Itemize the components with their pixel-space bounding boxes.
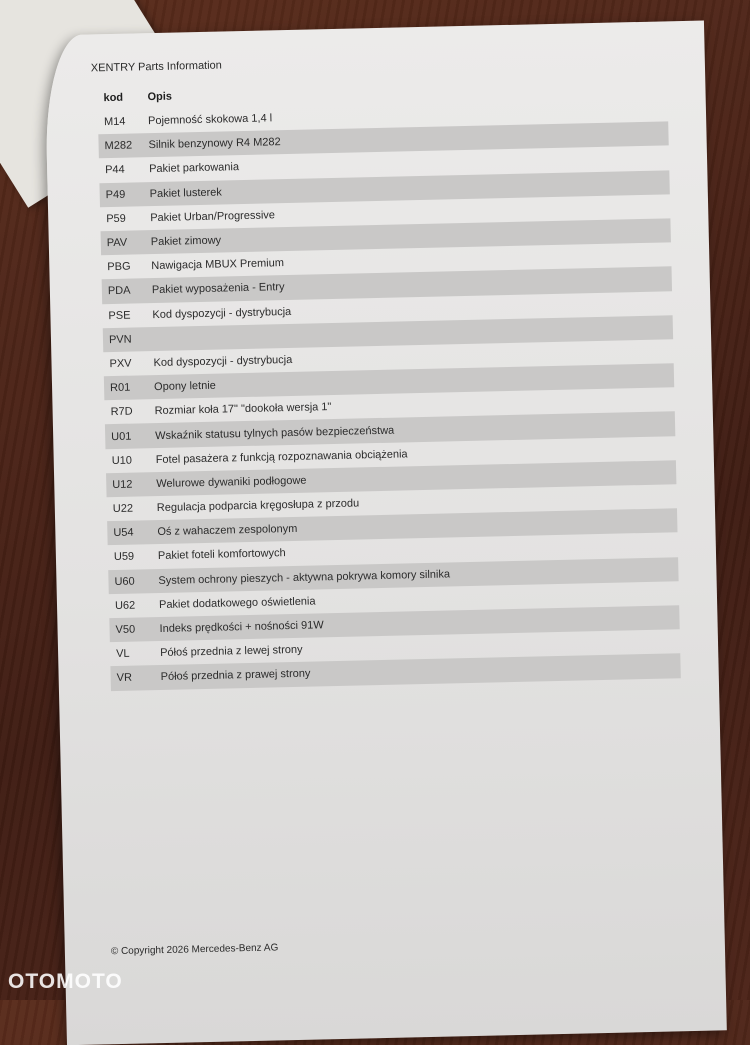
copyright-footer: © Copyright 2026 Mercedes-Benz AG xyxy=(110,942,279,958)
row-description xyxy=(151,327,673,339)
row-description: Pakiet dodatkowego oświetlenia xyxy=(158,595,316,611)
row-code: U60 xyxy=(114,575,135,588)
row-description: Oś z wahaczem zespolonym xyxy=(157,523,298,539)
row-code: PXV xyxy=(109,357,132,371)
row-code: U01 xyxy=(111,430,132,443)
row-code: P44 xyxy=(105,164,125,177)
row-code: U54 xyxy=(113,526,134,540)
row-description: Pakiet wyposażenia - Entry xyxy=(151,281,285,297)
row-description: Regulacja podparcia kręgosłupa z przodu xyxy=(156,497,360,515)
row-code: U12 xyxy=(112,478,133,491)
row-description: Wskaźnik statusu tylnych pasów bezpieczeństwa xyxy=(155,424,395,442)
row-description: Pojemność skokowa 1,4 l xyxy=(147,112,273,128)
row-description: Kod dyspozycji - dystrybucja xyxy=(152,305,292,321)
row-description: Półoś przednia z prawej strony xyxy=(160,668,311,684)
row-code: P49 xyxy=(105,188,126,201)
row-code: M282 xyxy=(104,139,133,153)
column-header-description: Opis xyxy=(147,90,173,104)
row-description: Opony letnie xyxy=(153,379,216,394)
document-header: XENTRY Parts Information xyxy=(90,59,222,75)
document-page xyxy=(44,21,727,1045)
row-description: Indeks prędkości + nośności 91W xyxy=(159,619,324,636)
row-code: PDA xyxy=(107,284,131,298)
row-description: Pakiet zimowy xyxy=(150,234,222,249)
row-code: PSE xyxy=(108,309,131,322)
row-code: VL xyxy=(116,647,130,661)
row-description: Pakiet foteli komfortowych xyxy=(157,547,286,563)
row-description: Pakiet lusterek xyxy=(149,186,222,200)
row-code: U22 xyxy=(112,502,134,516)
table-body xyxy=(98,97,681,690)
parts-table xyxy=(97,73,681,690)
row-code: M14 xyxy=(103,115,126,129)
row-description: Fotel pasażera z funkcją rozpoznawania obciążenia xyxy=(155,448,408,466)
row-description: Pakiet Urban/Progressive xyxy=(150,209,276,224)
row-description: Pakiet parkowania xyxy=(149,161,240,176)
row-code: PAV xyxy=(106,236,128,250)
row-description: Półoś przednia z lewej strony xyxy=(159,644,303,660)
column-header-code: kod xyxy=(103,91,124,105)
row-code: VR xyxy=(116,672,133,685)
row-code: V50 xyxy=(115,623,136,637)
row-code: PVN xyxy=(108,333,132,346)
row-description: System ochrony pieszych - aktywna pokrywa komory silnika xyxy=(158,568,451,587)
watermark-logo: OTOMOTO xyxy=(8,970,123,993)
row-code: R01 xyxy=(109,381,131,395)
row-description: Silnik benzynowy R4 M282 xyxy=(148,136,281,152)
row-code: R7D xyxy=(110,405,133,419)
row-code: U62 xyxy=(114,599,136,612)
row-description: Rozmiar koła 17" "dookoła wersja 1" xyxy=(154,401,332,418)
row-code: PBG xyxy=(107,260,131,274)
row-code: P59 xyxy=(106,212,126,225)
row-code: U10 xyxy=(111,454,133,467)
row-description: Welurowe dywaniki podłogowe xyxy=(156,474,307,490)
row-description: Kod dyspozycji - dystrybucja xyxy=(153,353,293,370)
row-code: U59 xyxy=(113,551,135,564)
row-description: Nawigacja MBUX Premium xyxy=(151,257,285,273)
